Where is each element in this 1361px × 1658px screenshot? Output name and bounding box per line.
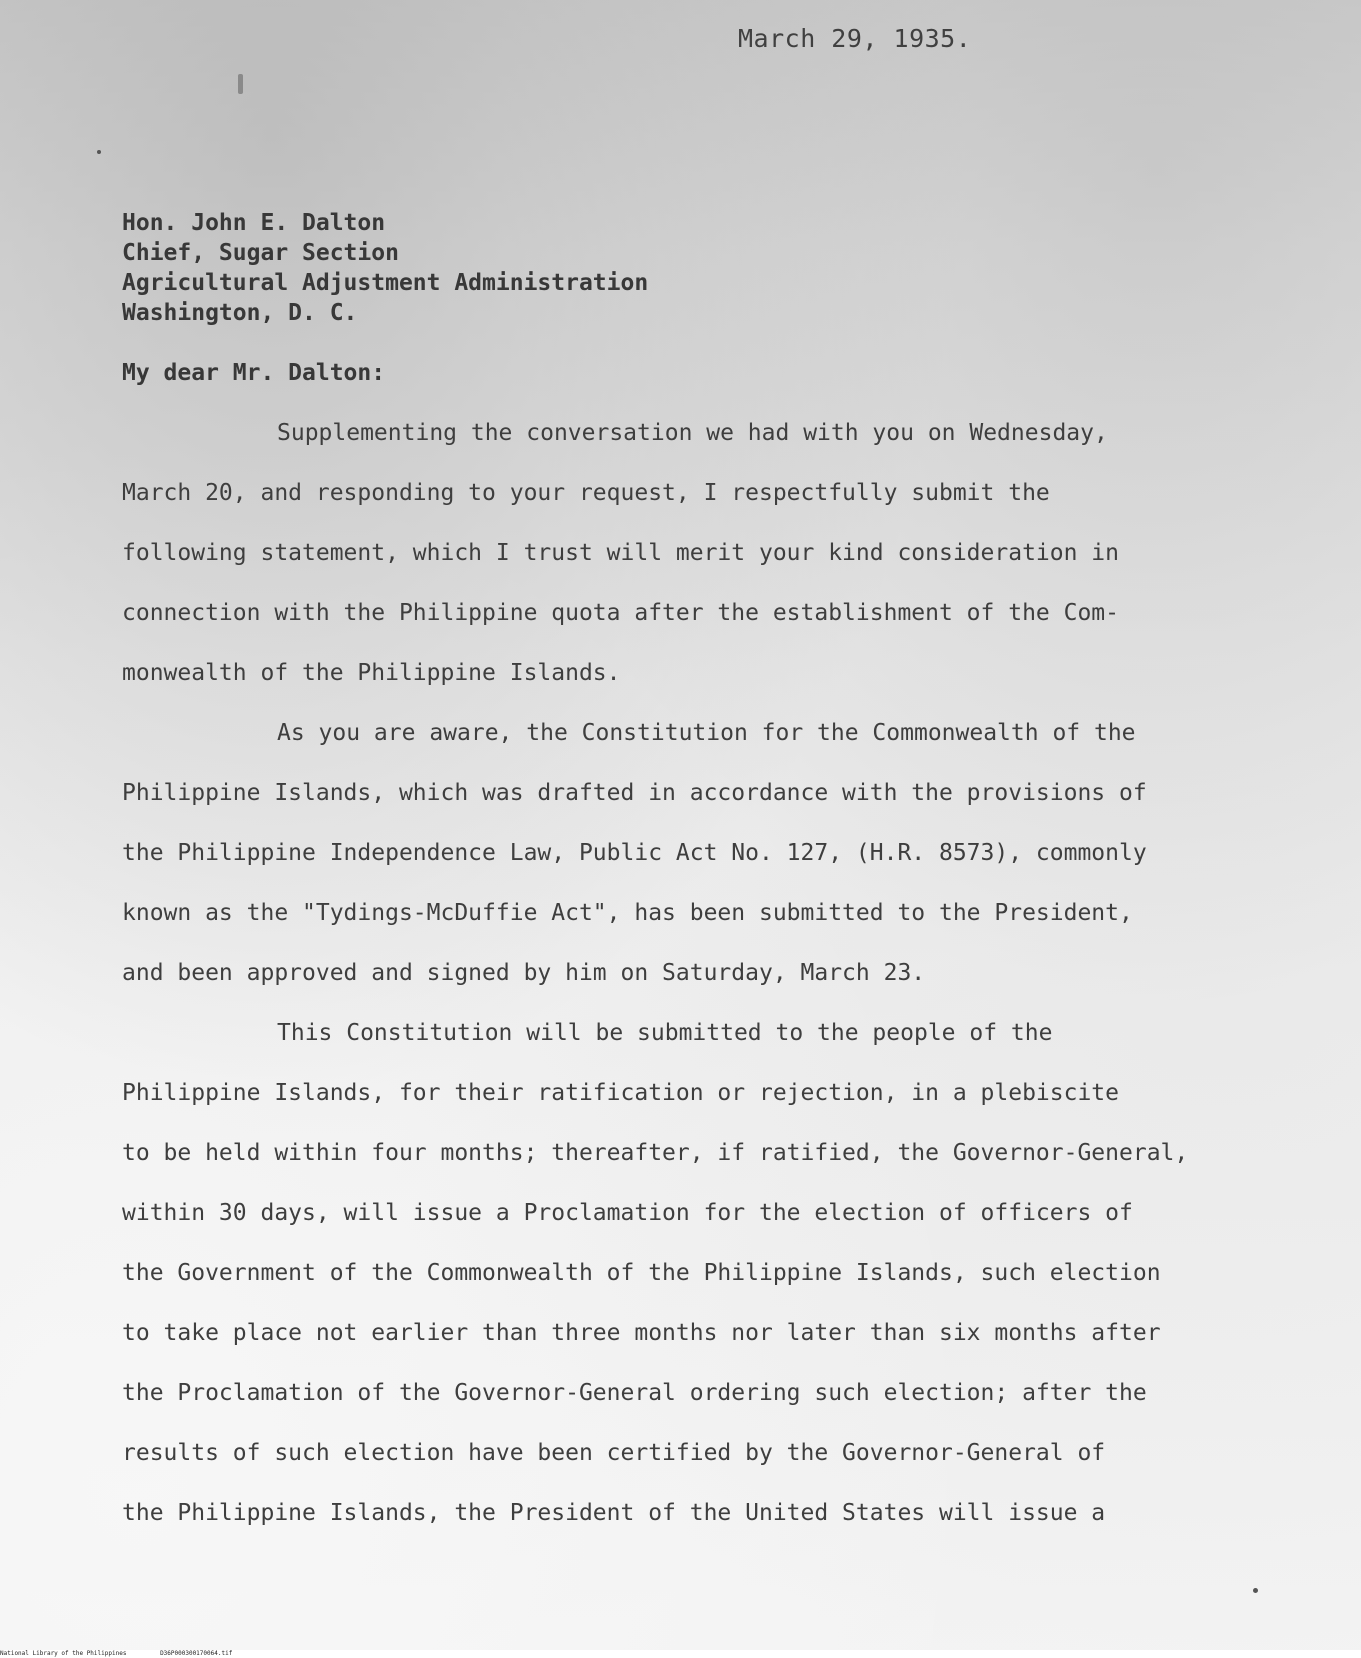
footer-library: National Library of the Philippines (0, 1650, 127, 1657)
recipient-address (122, 208, 648, 328)
text-line: Philippine Islands, for their ratification or rejection, in a plebiscite (122, 1080, 1119, 1106)
text-line: As you are aware, the Constitution for the Commonwealth of the (277, 720, 1136, 746)
text-line: the Philippine Independence Law, Public Act No. 127, (H.R. 8573), commonly (122, 840, 1147, 866)
text-line: known as the "Tydings-McDuffie Act", has been submitted to the President, (122, 900, 1133, 926)
text-line: connection with the Philippine quota after the establishment of the Com- (122, 600, 1119, 626)
text-line: This Constitution will be submitted to the people of the (277, 1020, 1053, 1046)
scan-footer (0, 1650, 1361, 1658)
address-line: Washington, D. C. (122, 300, 358, 326)
text-line: March 20, and responding to your request, I respectfully submit the (122, 480, 1050, 506)
letter-date: March 29, 1935. (738, 24, 972, 53)
text-line: results of such election have been certified by the Governor-General of (122, 1440, 1106, 1466)
text-line: the Philippine Islands, the President of the United States will issue a (122, 1500, 1106, 1526)
footer-file: D36P000300170064.tif (160, 1650, 233, 1657)
ink-speck (1253, 1588, 1258, 1593)
ink-speck (97, 150, 101, 154)
text-line: Supplementing the conversation we had with you on Wednesday, (277, 420, 1108, 446)
text-line: to take place not earlier than three months nor later than six months after (122, 1320, 1161, 1346)
text-line: Philippine Islands, which was drafted in accordance with the provisions of (122, 780, 1147, 806)
address-line: Agricultural Adjustment Administration (122, 270, 649, 296)
paragraph-3 (122, 1016, 1312, 1556)
text-line: monwealth of the Philippine Islands. (122, 660, 621, 686)
letter-body (122, 416, 1312, 1556)
salutation: My dear Mr. Dalton: (122, 360, 386, 386)
ink-speck (238, 74, 243, 94)
text-line: within 30 days, will issue a Proclamation for the election of officers of (122, 1200, 1133, 1226)
text-line: the Government of the Commonwealth of the Philippine Islands, such election (122, 1260, 1161, 1286)
text-line: to be held within four months; thereafter, if ratified, the Governor-General, (122, 1140, 1189, 1166)
text-line: and been approved and signed by him on Saturday, March 23. (122, 960, 926, 986)
paragraph-2 (122, 716, 1312, 1016)
paragraph-1 (122, 416, 1312, 716)
address-line: Chief, Sugar Section (122, 240, 399, 266)
text-line: following statement, which I trust will merit your kind consideration in (122, 540, 1119, 566)
text-line: the Proclamation of the Governor-General ordering such election; after the (122, 1380, 1147, 1406)
address-line: Hon. John E. Dalton (122, 210, 386, 236)
